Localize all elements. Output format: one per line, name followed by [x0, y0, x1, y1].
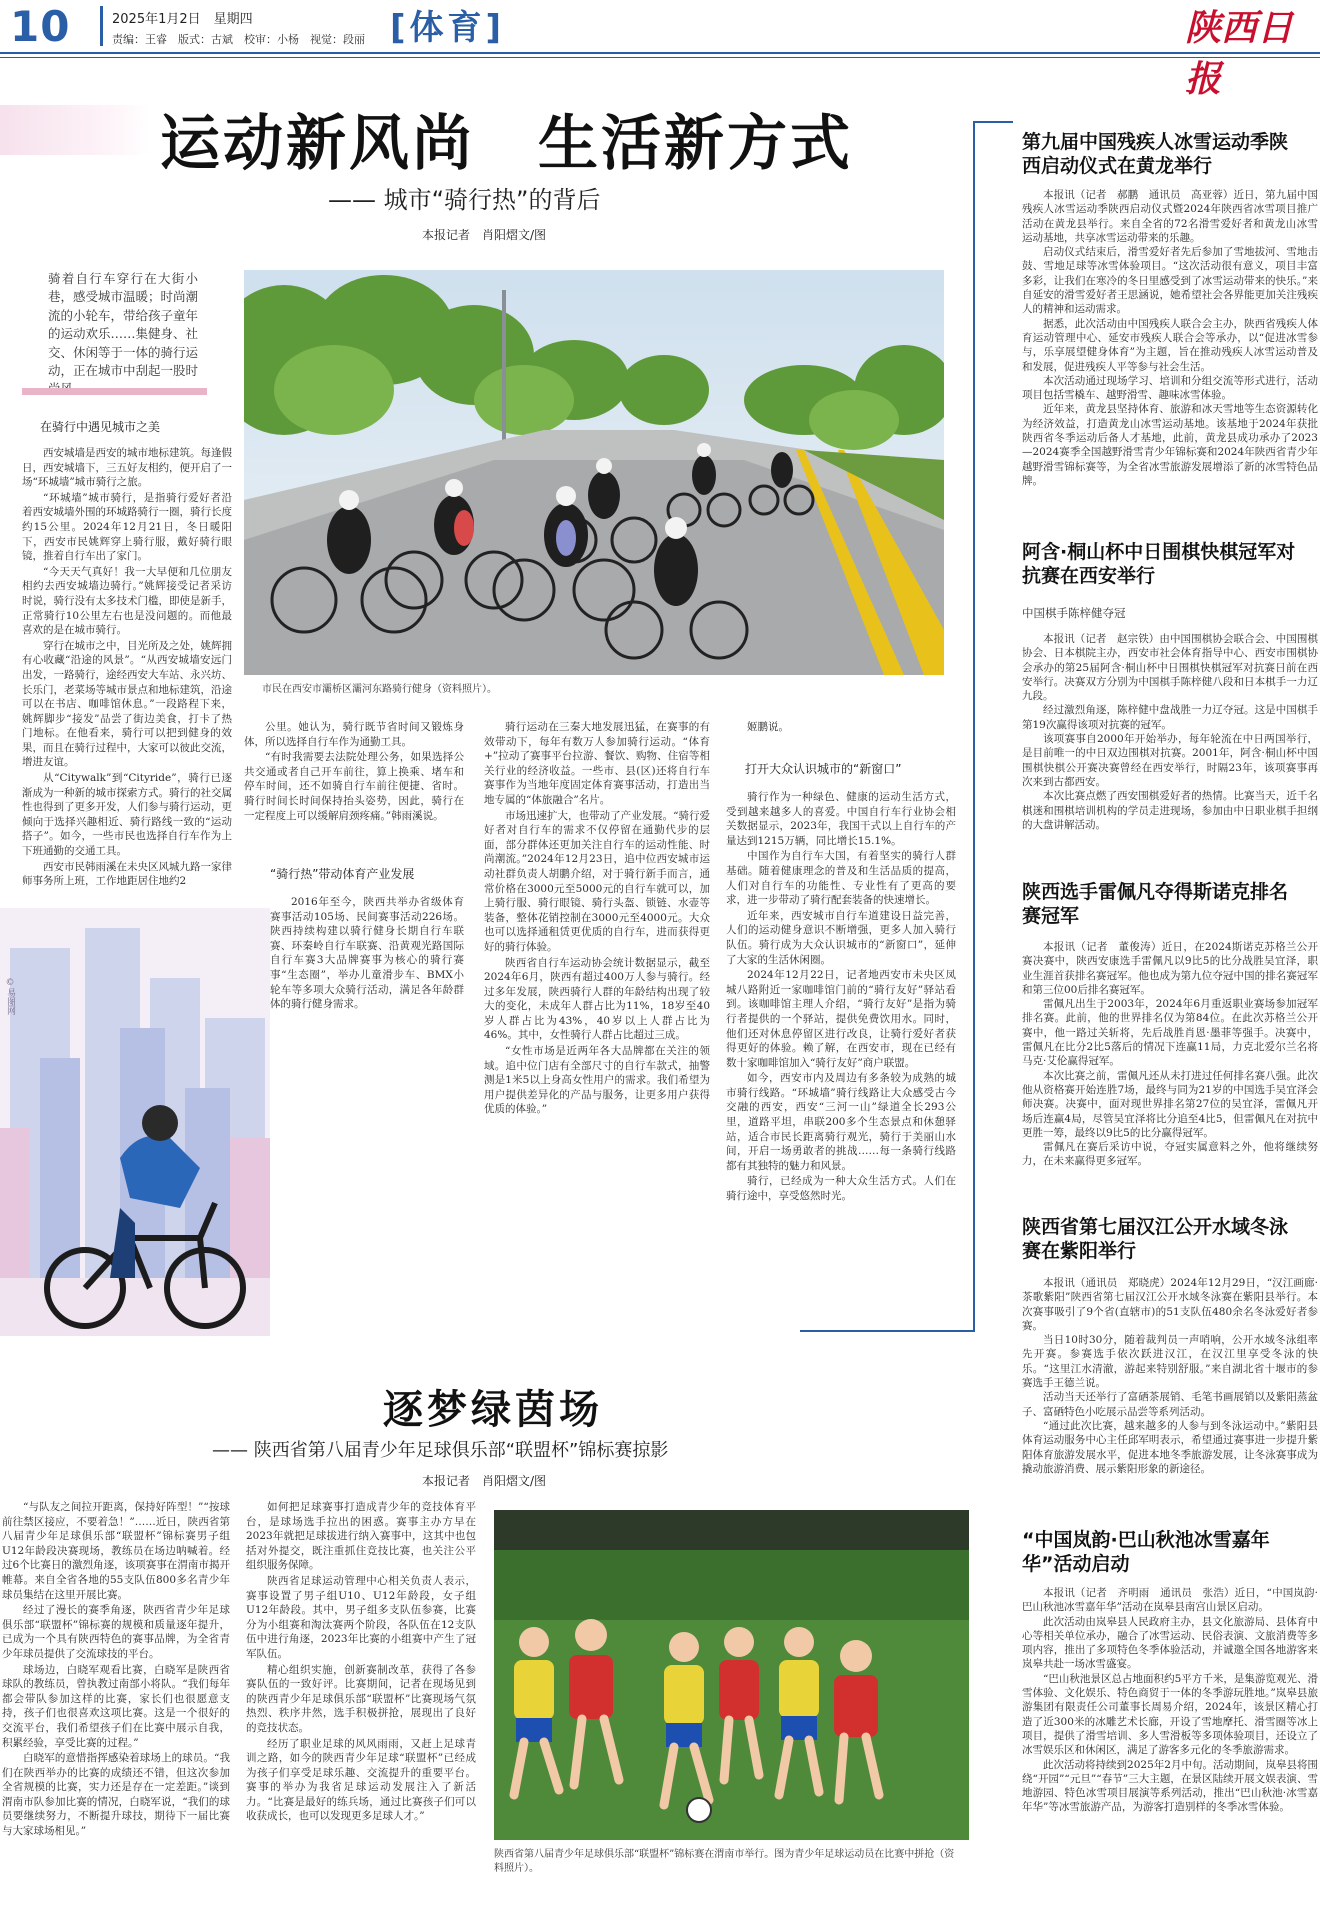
paragraph: 本报讯（记者 赵宗铁）由中国围棋协会联合会、中国围棋协会、日本棋院主办，西安市社会体育指导中心、西安市围棋协会承办的第25届阿含·桐山杯中日围棋快棋冠军对抗赛日前在西安举行。决赛双方分别为中国棋手陈梓健八段和日本棋手一力辽九段。	[1022, 633, 1318, 703]
second-column-2	[246, 1500, 476, 1912]
sidebar-article-5-body	[1022, 1586, 1318, 1911]
sidebar-article-1-title: 第九届中国残疾人冰雪运动季陕西启动仪式在黄龙举行	[1022, 131, 1289, 177]
paragraph: 陕西省自行车运动协会统计数据显示，截至2024年6月，陕西有超过400万人参与骑行。经过多年发展，陕西骑行人群的年龄结构出现了较大的变化，未成年人群占比为11%，18岁至40岁人群占比为43%，40岁以上人群占比为46%。其中，女性骑行人群占比超过三成。	[484, 956, 710, 1042]
main-column-2	[270, 895, 464, 1325]
paragraph: 骑行运动在三秦大地发展迅猛，在赛事的有效带动下，每年有数万人参加骑行运动。“体育+”拉动了赛事平台拉游、餐饮、购物、住宿等相关行业的经济收益。一些市、县(区)还将自行车赛事作为当地年度固定体育赛事活动，打造出当地专属的“体旅融合”名片。	[484, 721, 710, 806]
sidebar-article-5-title: “中国岚韵·巴山秋池冰雪嘉年华”活动启动	[1022, 1529, 1270, 1575]
paragraph: 当日10时30分，随着裁判员一声哨响，公开水域冬泳组率先开赛。参赛选手依次跃进汉江，在汉江里享受冬泳的快乐。“这里江水清澈，游起来特别舒服。”来自湖北省十堰市的参赛选手王德兰说。	[1022, 1334, 1318, 1390]
paragraph: 经历了职业足球的风风雨雨，又赶上足球青训之路，如今的陕西青少年足球“联盟杯”已经成为孩子们享受足球乐趣、交流提升的重要平台。赛事的举办为我省足球运动发展注入了新活力。“比赛是最好的练兵场，通过比赛孩子们可以收获成长，也可以发现更多足球人才。”	[246, 1737, 476, 1823]
headline-decoration	[0, 105, 150, 155]
paragraph: 经过了漫长的赛季角逐，陕西省青少年足球俱乐部“联盟杯”锦标赛的规模和质量逐年提升，已成为一个具有陕西特色的赛事品牌，为全省青少年球员提供了交流球技的平台。	[2, 1604, 230, 1660]
paragraph: “通过此次比赛，越来越多的人参与到冬泳运动中。”紫阳县体育运动服务中心主任邱军明表示，希望通过赛事进一步提升紫阳体育旅游发展水平，促进本地冬季旅游发展，让冬泳赛事成为撬动旅游消费、展示紫阳形象的新途径。	[1022, 1419, 1318, 1475]
paragraph: 本次比赛之前，雷佩凡还从未打进过任何排名赛八强。此次他从资格赛开始连胜7场，最终与同为21岁的中国选手吴宜泽会师决赛。决赛中，面对现世界排名第27位的吴宜泽，雷佩凡开场后连赢4局，尽管吴宜泽将比分追至4比5，但雷佩凡在对抗中更胜一筹，最终以9比5的比分赢得冠军。	[1022, 1069, 1318, 1139]
paragraph: 此次活动由岚皋县人民政府主办，县文化旅游局、县体育中心等相关单位承办，融合了冰雪运动、民俗表演、文旅消费等多项内容，推出了多项特色冬季体验活动，并诚邀全国各地游客来岚皋共赴一场冰雪盛宴。	[1022, 1615, 1318, 1671]
paragraph: 此次活动将持续到2025年2月中旬。活动期间，岚皋县将围绕“开园”“元旦”“春节”三大主题，在景区陆续开展文娱表演、雪地游园、特色冰雪项目展演等系列活动，推出“巴山秋池·冰雪嘉年华”等冰雪旅游产品，为游客打造别样的冬季冰雪体验。	[1022, 1758, 1318, 1814]
sidebar-frame	[973, 121, 975, 1331]
second-subheadline: —— 陕西省第八届青少年足球俱乐部“联盟杯”锦标赛掠影	[212, 1440, 669, 1461]
sidebar-frame-bottom	[800, 1330, 975, 1332]
paragraph: “有时我需要去法院处理公务，如果选择公共交通或者自己开车前往，算上换乘、堵车和停车时间，还不如骑自行车前往便捷、省时。骑行时间长时间保持抬头姿势，因此，骑行在一定程度上可以缓解肩颈疼痛。”韩雨溪说。	[244, 751, 464, 822]
sidebar-article-4-title: 陕西省第七届汉江公开水域冬泳赛在紫阳举行	[1022, 1216, 1289, 1262]
paragraph: “与队友之间拉开距离，保持好阵型！”“按球前往禁区接应，不要着急！”……近日，陕西省第八届青少年足球俱乐部“联盟杯”锦标赛男子组U12年龄段决赛现场，教练员在场边呐喊着。经过6个比赛日的激烈角逐，该项赛事在渭南市揭开帷幕。来自全省各地的55支队伍800多名青少年球员集结在这里开展比赛。	[2, 1501, 230, 1601]
paragraph: “今天天气真好！我一大早便和几位朋友相约去西安城墙边骑行。”姚辉接受记者采访时说，骑行没有太多技术门槛，即使是新手，正常骑行10公里左右也是没问题的。而他最喜欢的是在城市骑行。	[22, 565, 232, 637]
main-column-3	[484, 720, 710, 1330]
paragraph: 从“Citywalk”到“Cityride”，骑行已逐渐成为一种新的城市探索方式。骑行的社交属性也得到了更多开发，人们参与骑行运动，更倾向于选择兴趣相近、骑行路线一致的“运动搭子”。如今，一些市民也选择自行车作为上下班通勤的交通工具。	[22, 772, 232, 858]
paragraph: 精心组织实施，创新赛制改革，获得了各参赛队伍的一致好评。比赛期间，记者在现场见到的陕西青少年足球俱乐部“联盟杯”比赛现场气氛热烈、秩序井然，选手积极拼抢，展现出了良好的竞技状态。	[246, 1663, 476, 1734]
paragraph: 陕西省足球运动管理中心相关负责人表示，赛事设置了男子组U10、U12年龄段，女子组U12年龄段。其中，男子组多支队伍参赛，比赛分为小组赛和淘汰赛两个阶段，各队伍在12支队伍中进行角逐，2023年比赛的小组赛中产生了冠军队伍。	[246, 1574, 476, 1660]
paragraph: 骑行，已经成为一种大众生活方式。人们在骑行途中，享受悠然时光。	[726, 1175, 956, 1203]
main-intro: 骑着自行车穿行在大街小巷，感受城市温暖；时尚潮流的小轮车，带给孩子童年的运动欢乐……集健身、社交、休闲等于一体的骑行运动，正在城市中刮起一股时	[48, 271, 199, 379]
main-column-4-top	[726, 720, 956, 760]
sidebar-article-1-body	[1022, 188, 1318, 538]
main-byline: 本报记者 肖阳熠文/图	[422, 228, 547, 242]
paragraph: 该项赛事自2000年开始举办，每年轮流在中日两国举行，是目前唯一的中日双边围棋对抗赛。2001年，阿含·桐山杯中国围棋快棋公开赛决赛曾经在西安举行，时隔23年，该项赛事再次来到古都西安。	[1022, 733, 1318, 788]
paragraph: 市场迅速扩大，也带动了产业发展。“骑行爱好者对自行车的需求不仅停留在通勤代步的层面，部分群体还更加关注自行车的运动性能、时尚潮流。”2024年12月23日，追中位西安城市运动社群负责人胡鹏介绍，对于骑行新手而言，通常价格在3000元至5000元的自行车就可以，加上骑行服、骑行眼镜、骑行头盔、锁链、水壶等装备，整体花销控制在3000元至4000元。大众也可以选择通租赁更优质的自行车，进而获得更好的骑行体验。	[484, 809, 710, 953]
paragraph: 本次活动通过现场学习、培训和分组交流等形式进行，活动项目包括雪橇车、越野滑雪、趣味冰雪体验。	[1022, 374, 1318, 402]
main-subheadline: —— 城市“骑行热”的背后	[328, 186, 601, 214]
paragraph: 白晓军的意惜指挥感染着球场上的球员。“我们在陕西举办的比赛的成绩还不错，但这次参加全省规模的比赛，实力还是存在一定差距。”谈到渭南市队参加比赛的情况，白晓军说，“我们的球员要继续努力，不断提升球技，期待下一届比赛与大家球场相见。”	[2, 1752, 230, 1838]
paragraph: 西安城墙是西安的城市地标建筑。每逢假日，西安城墙下，三五好友相约，便开启了一场“环城墙”城市骑行之旅。	[22, 447, 232, 489]
section-name: [体育]	[390, 8, 506, 48]
sidebar-article-2-title: 阿含·桐山杯中日围棋快棋冠军对抗赛在西安举行	[1022, 541, 1296, 587]
sidebar-article-2-subtitle: 中国棋手陈梓健夺冠	[1022, 606, 1126, 620]
paragraph: 如何把足球赛事打造成青少年的竞技体育平台，是球场选手拉出的困惑。赛事主办方早在2023年就把足球拔进行纳入赛事中，这其中也包括对外提交，既注重抓住竞技比赛，也关注公平组织服务保障。	[246, 1501, 476, 1572]
second-headline: 逐梦绿茵场	[383, 1387, 603, 1433]
paragraph: 本报讯（通讯员 郑晓虎）2024年12月29日，“汉江画廊·茶歌紫阳”陕西省第七届汉江公开水域冬泳赛在紫阳县举行。本次赛事吸引了9个省(直辖市)的51支队伍480余名冬泳爱好者参赛。	[1022, 1277, 1318, 1332]
paragraph: 骑行作为一种绿色、健康的运动生活方式，受到越来越多人的喜爱。中国自行车行业协会相关数据显示，2023年，我国干式以上自行车的产量达到1215万辆，同比增长15.1%。	[726, 791, 956, 847]
paragraph: “巴山秋池景区总占地面积约5平方千米，是集游览观光、滑雪体验、文化娱乐、特色商贸于一体的冬季游玩胜地。”岚皋县旅游集团有限责任公司董事长周易介绍，2024年，该景区精心打造了近300米的冰雕艺术长廊，开设了雪地摩托、滑雪圈等冰上项目，提供了滑雪培训、多人雪滑板等多项体验项目，还设立了冰雪娱乐区和休闲区，满足了游客多元化的冬季旅游需求。	[1022, 1672, 1318, 1757]
paragraph: 本报讯（记者 郝鹏 通讯员 高亚蓉）近日，第九届中国残疾人冰雪运动季陕西启动仪式暨2024年陕西省冰雪项目推广活动在黄龙县举行。来自全省的72名滑雪爱好者和黄龙山冰雪运动基地，共享冰雪运动带来的乐趣。	[1022, 189, 1318, 244]
masthead-rule	[0, 52, 1320, 54]
illustration-credit: ©易图网	[5, 978, 15, 1015]
football-photo-caption: 陕西省第八届青少年足球俱乐部“联盟杯”锦标赛在渭南市举行。图为青少年足球运动员在比赛中拼抢（资料照片）。	[494, 1849, 955, 1874]
main-headline: 运动新风尚 生活新方式	[160, 109, 853, 179]
paragraph: 据悉，此次活动由中国残疾人联合会主办，陕西省残疾人体育运动管理中心、延安市残疾人联合会等承办，以“促进冰雪参与，乐享展望健身体育”为主题，旨在推动残疾人冰雪运动普及和发展，促进残疾人平等参与社会生活。	[1022, 317, 1318, 373]
sidebar-frame-top	[973, 121, 1013, 123]
football-photo	[494, 1510, 969, 1840]
paragraph: 近年来，黄龙县坚持体育、旅游和冰天雪地等生态资源转化为经济效益，打造黄龙山冰雪运动基地。该基地于2024年获批陕西省冬季运动后备人才基地，此前，黄龙县成功承办了2023—2024赛季全国越野滑雪青少年锦标赛和2024年陕西省青少年越野滑雪锦标赛等，为全省冰雪旅游发展增添了新的冰雪特色品牌。	[1022, 403, 1318, 487]
paragraph: 本报讯（记者 董俊涛）近日，在2024斯诺克苏格兰公开赛决赛中，陕西安康选手雷佩凡以9比5的比分战胜吴宜泽，职业生涯首获排名赛冠军。他也成为第九位夺冠中国的排名赛冠军和第三位00后排名赛冠军。	[1022, 941, 1318, 996]
paragraph: 穿行在城市之中，目光所及之处，姚辉拥有心收藏“沿途的风景”。“从西安城墙安远门出发，一路骑行，途经西安大车站、永兴坊、长乐门，老菜场等城市景点和地标建筑，沿途可以在书店、咖啡馆休息。”一段路程下来，姚辉脚步“接发”品尝了街边美食，打卡了热门地标。在他看来，骑行可以把到健身的效果，而且在骑行过程中，大家可以彼此交流，增进友谊。	[22, 639, 232, 769]
city-cycling-illustration	[0, 908, 270, 1336]
paragraph: 经过激烈角逐，陈梓健中盘战胜一力辽夺冠。这是中国棋手第19次赢得该项对抗赛的冠军。	[1022, 704, 1318, 731]
paragraph: 公里。她认为，骑行既节省时间又锻炼身体，所以选择自行车作为通勤工具。	[244, 721, 464, 748]
paragraph: 活动当天还举行了富硒茶展销、毛笔书画展销以及紫阳蒸盆子、富硒特色小吃展示品尝等系列活动。	[1022, 1391, 1318, 1418]
section1-title: 在骑行中遇见城市之美	[40, 420, 161, 434]
paragraph: “女性市场是近两年各大品牌都在关注的领域。追中位门店有全部尺寸的自行车款式，抽警测是1米5以上身高女性用户的需求。我们希望为用户提供差异化的产品与服务，让更多用户获得优质的体验。”	[484, 1045, 710, 1116]
paragraph: 2024年12月22日，记者地西安市未央区凤城八路附近一家咖啡馆门前的“骑行友好”驿站看到。该咖啡馆主理人介绍，“骑行友好”是指为骑行者提供的一个驿站，提供免费饮用水。同时，他们还对休息停留区进行改良，让骑行爱好者获得更好的体验。赖了解，在西安市，现在已经有数十家咖啡馆加入“骑行友好”商户联盟。	[726, 969, 956, 1069]
sidebar-article-3-title: 陕西选手雷佩凡夺得斯诺克排名赛冠军	[1022, 881, 1289, 927]
paragraph: 近年来，西安城市自行车道建设日益完善，人们的运动健身意识不断增强，更多人加入骑行队伍。骑行成为大众认识城市的“新窗口”，延伸了大家的生活休闲圈。	[726, 909, 956, 966]
paragraph: 雷佩凡出生于2003年，2024年6月重返职业赛场参加冠军排名赛。此前，他的世界排名仅为第84位。在此次苏格兰公开赛中，他一路过关斩将，先后战胜肖恩·墨菲等强手。决赛中，雷佩凡在比分2比5落后的情况下连赢11局，力克北爱尔兰名将马克·艾伦赢得冠军。	[1022, 998, 1318, 1068]
paragraph: “环城墙”城市骑行，是指骑行爱好者沿着西安城墙外围的环城路骑行一圈，骑行长度约15公里。2024年12月21日，冬日暖阳下，西安市民姚辉穿上骑行服，戴好骑行眼镜，推着自行车出了家门。	[22, 491, 232, 563]
paragraph: 中国作为自行车大国，有着坚实的骑行人群基础。随着健康理念的普及和生活品质的提高，人们对自行车的功能性、专业性有了更高的要求，进一步带动了骑行配套装备的快速增长。	[726, 850, 956, 907]
masthead	[0, 0, 1320, 100]
cycling-photo-caption: 市民在西安市灞桥区灞河东路骑行健身（资料照片）。	[262, 684, 497, 695]
paragraph: 启动仪式结束后，滑雪爱好者先后参加了雪地拔河、雪地击鼓、雪地足球等冰雪体验项目。“这次活动很有意义，项目丰富多彩，让我们在寒冷的冬日里感受到了冰雪运动带来的快乐。”来自延安的滑雪爱好者王思涵说，她希望社会各界能更加关注残疾人的精神和运动需求。	[1022, 246, 1318, 316]
sidebar-article-4-body	[1022, 1276, 1318, 1521]
main-column-4	[726, 790, 956, 1330]
sidebar-article-2-body	[1022, 632, 1318, 867]
paragraph: 本次比赛点燃了西安围棋爱好者的热情。比赛当天，近千名棋迷和围棋培训机构的学员走进现场，参加由中日职业棋手担纲的大盘讲解活动。	[1022, 790, 1318, 831]
paragraph: 西安市民韩雨溪在未央区风城九路一家律师事务所上班，工作地距居住地约2	[22, 860, 232, 888]
paragraph: 雷佩凡在赛后采访中说，夺冠实属意料之外，他将继续努力，在未来赢得更多冠军。	[1022, 1141, 1318, 1168]
masthead-rule-thin	[0, 57, 1320, 58]
sidebar-article-3-body	[1022, 940, 1318, 1208]
paragraph: 球场边，白晓军观看比赛，白晓军是陕西省球队的教练员，曾执教过南部小将队。“我们每年都会带队参加这样的比赛，家长们也很愿意支持，孩子们也很喜欢这项比赛。这是一个很好的交流平台，我们希望孩子们在比赛中展示自我，积累经验，享受比赛的过程。”	[2, 1663, 230, 1749]
newspaper-logo: 陕西日报	[1185, 7, 1294, 100]
intro-underline	[22, 388, 207, 395]
second-column-1	[2, 1500, 230, 1912]
section2-title: “骑行热”带动体育产业发展	[270, 867, 415, 881]
paragraph: 本报讯（记者 齐明雨 通讯员 张浩）近日，“中国岚韵·巴山秋池冰雪嘉年华”活动在岚皋县南宫山景区启动。	[1022, 1587, 1318, 1614]
paragraph: 如今，西安市内及周边有多条较为成熟的城市骑行线路。“环城墙”骑行线路让大众感受古今交融的西安，西安“三河一山”绿道全长293公里，道路平坦，串联200多个生态景点和休憩驿站，适合市民长距离骑行观光，骑行于美丽山水间，开启一场勇敢者的挑战……每一条骑行线路都有其独特的魅力和风景。	[726, 1072, 956, 1172]
cycling-photo	[244, 270, 944, 675]
issue-date: 2025年1月2日 星期四	[112, 12, 253, 27]
masthead-divider	[100, 6, 103, 46]
paragraph: 2016年至今，陕西共举办省级体育赛事活动105场、民间赛事活动226场。陕西持续构建以骑行健身长期自行车联赛、环秦岭自行车联赛、沿黄观光路国际自行车赛3大品牌赛事为核心的骑行赛事“生态圈”，举办儿童滑步车、BMX小轮车等多项大众骑行活动，满足各年龄群体的骑行健身需求。	[270, 896, 464, 1011]
page-number: 10	[10, 2, 71, 51]
second-byline: 本报记者 肖阳熠文/图	[422, 1474, 547, 1488]
section3-title: 打开大众认识城市的“新窗口”	[745, 762, 902, 776]
paragraph: 姬鹏说。	[747, 721, 789, 733]
main-column-1	[22, 446, 232, 896]
editor-credits: 责编：王睿 版式：古斌 校审：小杨 视觉：段丽	[112, 33, 365, 46]
